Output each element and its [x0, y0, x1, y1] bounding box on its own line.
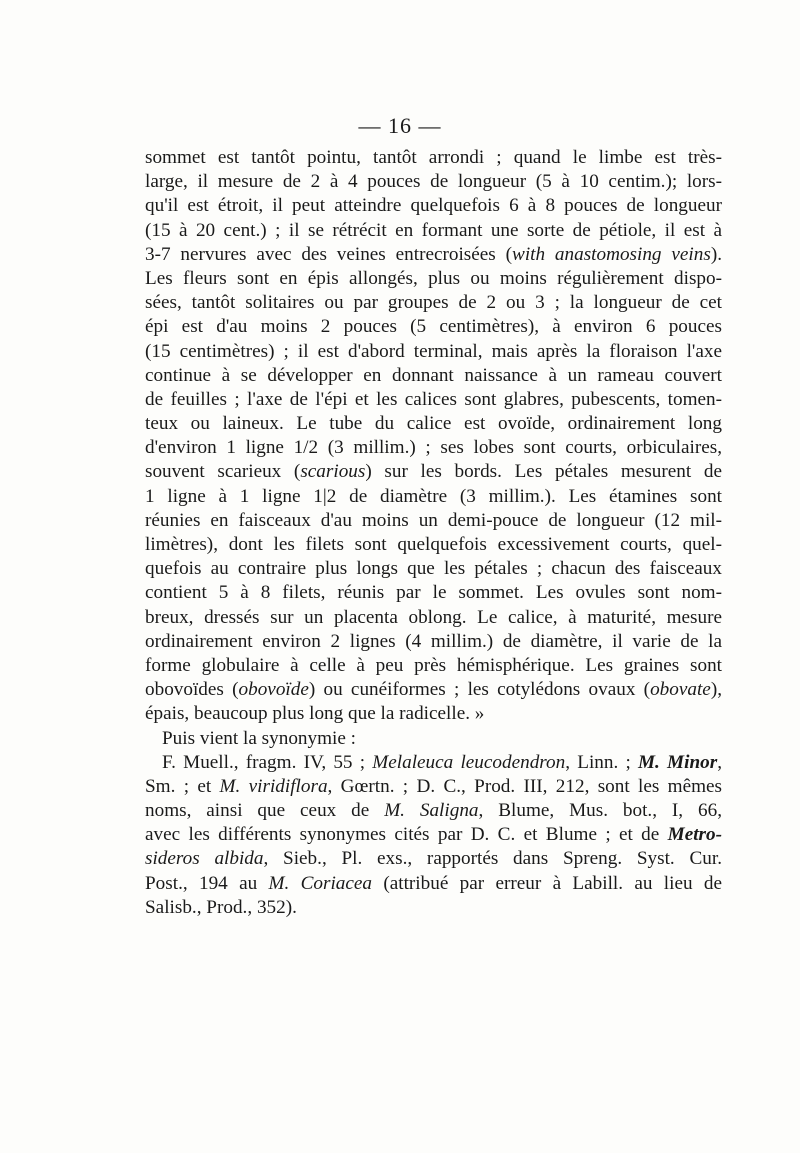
- text-run: obovoïdes (: [145, 679, 239, 701]
- text-run: breux, dressés sur un placenta oblong. Le calice, à maturité, mesure: [145, 606, 722, 628]
- text-line: [145, 630, 722, 654]
- text-line: [145, 146, 722, 170]
- text-run: Post., 194 au: [145, 872, 269, 894]
- text-run: (15 à 20 cent.) ; il se rétrécit en formant une sorte de pétiole, il est à: [145, 219, 722, 241]
- text-run: large, il mesure de 2 à 4 pouces de longueur (5 à 10 centim.); lors-: [145, 171, 722, 193]
- text-line: [145, 847, 722, 871]
- text-run: souvent scarieux (: [145, 461, 301, 483]
- emphasized-text: M. viridiflora: [219, 775, 328, 797]
- text-run: contient 5 à 8 filets, réunis par le sommet. Les ovules sont nom-: [145, 582, 722, 604]
- text-line: [145, 606, 722, 630]
- text-line: [145, 823, 722, 847]
- emphasized-text: Melaleuca leucodendron: [372, 751, 566, 773]
- text-run: quefois au contraire plus longs que les pétales ; chacun des faisceaux: [145, 558, 722, 580]
- text-run: de feuilles ; l'axe de l'épi et les calices sont glabres, pubescents, tomen-: [145, 388, 722, 410]
- text-run: continue à se développer en donnant naissance à un rameau couvert: [145, 364, 722, 386]
- text-line: [145, 581, 722, 605]
- text-line: [145, 460, 722, 484]
- text-line: [145, 533, 722, 557]
- text-run: (attribué par erreur à Labill. au lieu de: [372, 872, 722, 894]
- text-line: [145, 702, 722, 726]
- text-run: épi est d'au moins 2 pouces (5 centimètres), à environ 6 pouces: [145, 316, 722, 338]
- text-line: [145, 727, 722, 751]
- text-run: Puis vient la synonymie :: [162, 727, 357, 749]
- text-line: [145, 751, 722, 775]
- text-line: [145, 194, 722, 218]
- text-run: ),: [710, 679, 722, 701]
- text-run: forme globulaire à celle à peu près hémisphérique. Les graines sont: [145, 654, 722, 676]
- emphasized-text: M. Coriacea: [268, 872, 373, 894]
- text-run: , Gœrtn. ; D. C., Prod. III, 212, sont les mêmes: [327, 775, 722, 797]
- text-run: 3-7 nervures avec des veines entrecroisées (: [145, 243, 513, 265]
- text-line: [145, 799, 722, 823]
- text-run: Sm. ; et: [145, 775, 220, 797]
- text-run: ) ou cunéiformes ; les cotylédons ovaux (: [308, 679, 651, 701]
- text-run: noms, ainsi que ceux de: [145, 800, 385, 822]
- text-run: sées, tantôt solitaires ou par groupes de 2 ou 3 ; la longueur de cet: [145, 292, 722, 314]
- text-run: avec les différents synonymes cités par D. C. et Blume ; et de: [145, 824, 668, 846]
- text-run: F. Muell., fragm. IV, 55 ;: [162, 751, 373, 773]
- text-line: [145, 291, 722, 315]
- text-line: [145, 388, 722, 412]
- text-line: [145, 872, 722, 896]
- text-line: [145, 654, 722, 678]
- text-run: teux ou laineux. Le tube du calice est ovoïde, ordinairement long: [145, 413, 722, 435]
- text-run: , Linn. ;: [565, 751, 638, 773]
- text-run: qu'il est étroit, il peut atteindre quelquefois 6 à 8 pouces de longueur: [145, 195, 722, 217]
- text-run: , Blume, Mus. bot., I, 66,: [478, 800, 722, 822]
- page-number: — 16 —: [358, 113, 442, 138]
- body-text: [145, 146, 722, 920]
- text-run: sommet est tantôt pointu, tantôt arrondi ; quand le limbe est très-: [145, 147, 722, 168]
- text-line: [145, 267, 722, 291]
- emphasized-text: obovoïde: [238, 679, 309, 701]
- emphasized-text: scarious: [300, 461, 366, 483]
- text-run: ,: [717, 751, 722, 773]
- text-run: (15 centimètres) ; il est d'abord terminal, mais après la floraison l'axe: [145, 340, 722, 362]
- text-run: d'environ 1 ligne 1/2 (3 millim.) ; ses lobes sont courts, orbiculaires,: [145, 437, 722, 459]
- emphasized-text: sideros albida: [145, 848, 264, 870]
- text-line: [145, 509, 722, 533]
- text-line: [145, 219, 722, 243]
- text-line: [145, 315, 722, 339]
- text-line: [145, 485, 722, 509]
- text-run: 1 ligne à 1 ligne 1|2 de diamètre (3 millim.). Les étamines sont: [145, 485, 722, 507]
- text-line: [145, 557, 722, 581]
- text-line: [145, 364, 722, 388]
- emphasized-text: M. Saligna: [384, 800, 479, 822]
- text-line: [145, 243, 722, 267]
- text-line: [145, 436, 722, 460]
- text-run: ) sur les bords. Les pétales mesurent de: [365, 461, 722, 483]
- text-line: [145, 896, 722, 920]
- text-run: limètres), dont les filets sont quelquefois excessivement courts, quel-: [145, 534, 722, 555]
- text-run: Salisb., Prod., 352).: [145, 896, 297, 918]
- text-line: [145, 340, 722, 364]
- emphasized-text: M. Minor: [638, 751, 718, 773]
- text-line: [145, 412, 722, 436]
- text-line: [145, 775, 722, 799]
- text-run: ).: [710, 243, 722, 265]
- text-line: [145, 170, 722, 194]
- emphasized-text: with anastomosing veins: [512, 243, 711, 265]
- text-line: [145, 678, 722, 702]
- emphasized-text: obovate: [650, 679, 711, 701]
- text-run: épais, beaucoup plus long que la radicelle. »: [145, 703, 485, 725]
- text-run: réunies en faisceaux d'au moins un demi-pouce de longueur (12 mil-: [145, 509, 722, 531]
- text-run: Les fleurs sont en épis allongés, plus ou moins régulièrement dispo-: [145, 267, 722, 289]
- emphasized-text: Metro-: [667, 824, 722, 846]
- text-run: , Sieb., Pl. exs., rapportés dans Spreng. Syst. Cur.: [263, 848, 722, 870]
- text-run: ordinairement environ 2 lignes (4 millim.) de diamètre, il varie de la: [145, 630, 722, 652]
